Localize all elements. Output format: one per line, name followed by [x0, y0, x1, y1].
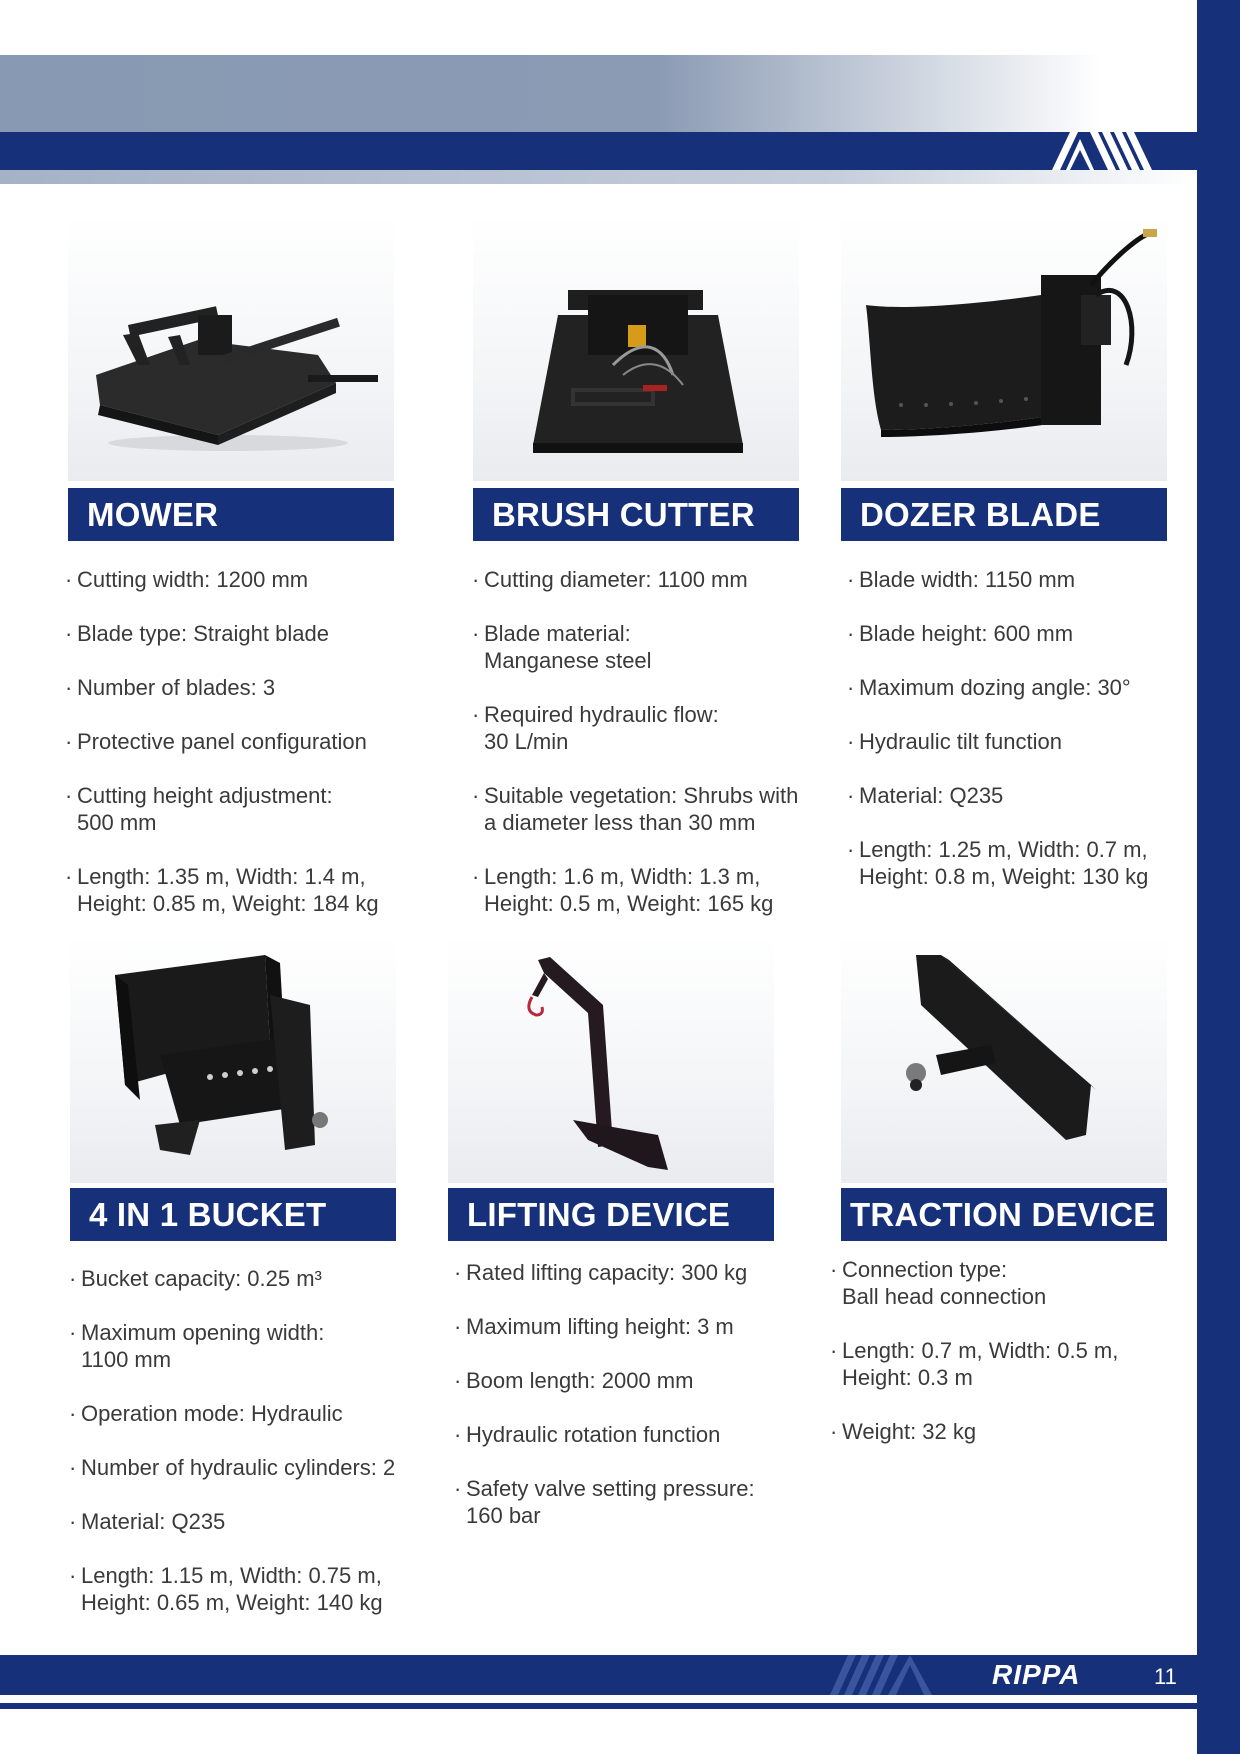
spec-item: · Bucket capacity: 0.25 m³ [69, 1265, 419, 1292]
spec-list [454, 1259, 794, 1556]
spec-item: · Operation mode: Hydraulic [69, 1400, 419, 1427]
product-title: DOZER BLADE [841, 488, 1167, 541]
spec-item: · Length: 1.6 m, Width: 1.3 m, Height: 0.5 m, Weight: 165 kg [472, 863, 822, 917]
spec-item: · Maximum opening width: 1100 mm [69, 1319, 419, 1373]
spec-item: · Cutting diameter: 1100 mm [472, 566, 822, 593]
spec-list [847, 566, 1192, 917]
spec-item: · Blade material: Manganese steel [472, 620, 822, 674]
spec-item: · Blade width: 1150 mm [847, 566, 1192, 593]
spec-item: · Length: 0.7 m, Width: 0.5 m, Height: 0.3 m [830, 1337, 1190, 1391]
spec-item: · Protective panel configuration [65, 728, 405, 755]
spec-item: · Material: Q235 [69, 1508, 419, 1535]
product-title: LIFTING DEVICE [448, 1188, 774, 1241]
spec-item: · Hydraulic rotation function [454, 1421, 794, 1448]
rippa-stripe-logo-icon [830, 1655, 940, 1695]
spec-item: · Length: 1.25 m, Width: 0.7 m, Height: 0.8 m, Weight: 130 kg [847, 836, 1192, 890]
spec-item: · Weight: 32 kg [830, 1418, 1190, 1445]
spec-item: · Number of blades: 3 [65, 674, 405, 701]
spec-item: · Rated lifting capacity: 300 kg [454, 1259, 794, 1286]
traction-device-photo [841, 935, 1167, 1183]
spec-item: · Cutting height adjustment: 500 mm [65, 782, 405, 836]
spec-item: · Cutting width: 1200 mm [65, 566, 405, 593]
product-title: MOWER [68, 488, 394, 541]
header-banner [0, 55, 1197, 190]
footer-rule [0, 1703, 1197, 1709]
spec-item: · Suitable vegetation: Shrubs with a diameter less than 30 mm [472, 782, 822, 836]
spec-list [69, 1265, 419, 1643]
bucket-photo [70, 935, 396, 1183]
spec-item: · Length: 1.15 m, Width: 0.75 m, Height: 0.65 m, Weight: 140 kg [69, 1562, 419, 1616]
side-accent-bar [1197, 0, 1240, 1754]
product-title: 4 IN 1 BUCKET [70, 1188, 396, 1241]
spec-item: · Length: 1.35 m, Width: 1.4 m, Height: 0.85 m, Weight: 184 kg [65, 863, 405, 917]
mower-photo [68, 215, 394, 481]
spec-list [830, 1256, 1190, 1472]
spec-list [472, 566, 822, 944]
spec-item: · Maximum lifting height: 3 m [454, 1313, 794, 1340]
dozer-blade-photo [841, 215, 1167, 481]
spec-item: · Blade type: Straight blade [65, 620, 405, 647]
spec-item: · Blade height: 600 mm [847, 620, 1192, 647]
spec-item: · Material: Q235 [847, 782, 1192, 809]
spec-item: · Maximum dozing angle: 30° [847, 674, 1192, 701]
brush-cutter-photo [473, 215, 799, 481]
brand-logo: RIPPA [992, 1659, 1081, 1690]
spec-item: · Safety valve setting pressure: 160 bar [454, 1475, 794, 1529]
spec-item: · Hydraulic tilt function [847, 728, 1192, 755]
page-number: 11 [1154, 1664, 1177, 1689]
lifting-device-photo [448, 935, 774, 1183]
spec-item: · Required hydraulic flow: 30 L/min [472, 701, 822, 755]
product-title: TRACTION DEVICE [841, 1188, 1167, 1241]
spec-item: · Number of hydraulic cylinders: 2 [69, 1454, 419, 1481]
product-title: BRUSH CUTTER [473, 488, 799, 541]
spec-item: · Connection type: Ball head connection [830, 1256, 1190, 1310]
spec-item: · Boom length: 2000 mm [454, 1367, 794, 1394]
spec-list [65, 566, 405, 944]
